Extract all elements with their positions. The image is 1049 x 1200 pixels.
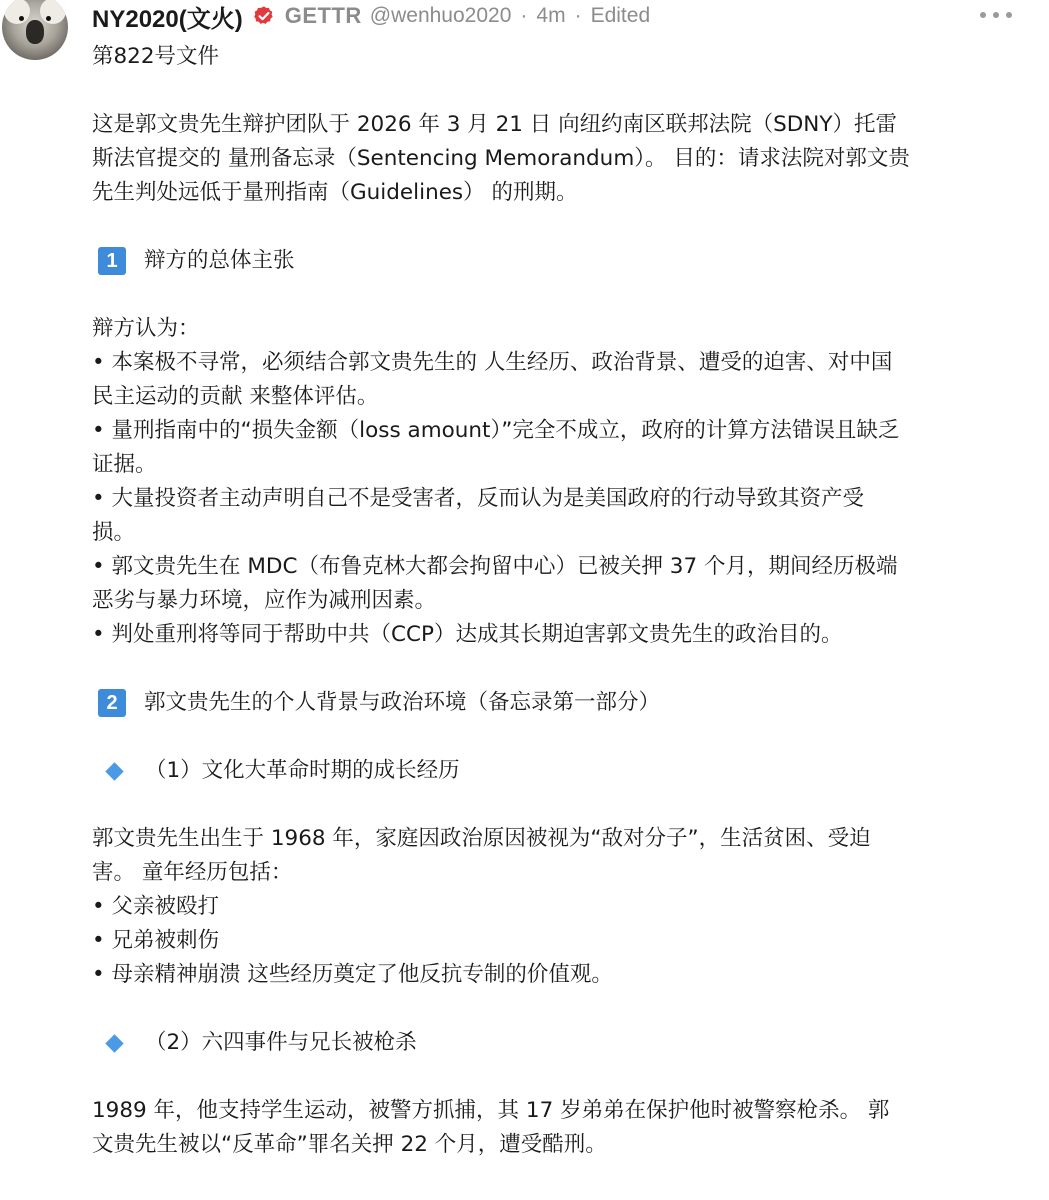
more-dot bbox=[980, 12, 986, 18]
intro-line: 这是郭文贵先生辩护团队于 2026 年 3 月 21 日 向纽约南区联邦法院（SDNY）托雷 bbox=[92, 112, 898, 137]
blue-diamond-icon bbox=[105, 762, 123, 780]
paragraph-gap bbox=[92, 788, 992, 822]
user-handle[interactable]: @wenhuo2020 bbox=[369, 4, 512, 27]
background-line: 郭文贵先生出生于 1968 年，家庭因政治原因被视为“敌对分子”，生活贫困、受迫 bbox=[92, 826, 871, 851]
defense-point-line: 损。 bbox=[92, 520, 136, 545]
intro-line: 斯法官提交的 量刑备忘录（Sentencing Memorandum）。 目的：请求法院对郭文贵 bbox=[92, 146, 910, 171]
paragraph-gap bbox=[92, 652, 992, 686]
koala-eye-right bbox=[46, 16, 51, 21]
background-line: • 母亲精神崩溃 这些经历奠定了他反抗专制的价值观。 bbox=[92, 962, 613, 987]
subsection-heading bbox=[92, 754, 992, 788]
defense-point-line: • 判处重刑将等同于帮助中共（CCP）达成其长期迫害郭文贵先生的政治目的。 bbox=[92, 622, 843, 647]
paragraph-gap bbox=[92, 1060, 992, 1094]
paragraph-gap bbox=[92, 278, 992, 312]
post-time[interactable]: 4m bbox=[536, 4, 566, 27]
section-heading bbox=[92, 244, 992, 278]
background-line: • 兄弟被刺伤 bbox=[92, 928, 220, 953]
koala-ear-left bbox=[4, 0, 30, 24]
separator-dot: · bbox=[520, 4, 528, 27]
platform-label: GETTR bbox=[284, 3, 362, 28]
koala-eye-left bbox=[19, 16, 24, 21]
number-one-icon: 1 bbox=[98, 247, 126, 275]
section-heading-text: 郭文贵先生的个人背景与政治环境（备忘录第一部分） bbox=[144, 690, 661, 715]
koala-nose bbox=[26, 20, 44, 44]
intro-line: 先生判处远低于量刑指南（Guidelines） 的刑期。 bbox=[92, 180, 578, 205]
paragraph-gap bbox=[92, 210, 992, 244]
subsection-heading-text: （2）六四事件与兄长被枪杀 bbox=[145, 1030, 417, 1055]
more-options-icon[interactable] bbox=[980, 2, 1012, 28]
display-name[interactable]: NY2020(文火) bbox=[92, 5, 243, 33]
avatar[interactable] bbox=[2, 0, 68, 60]
tiananmen-line: 文贵先生被以“反革命”罪名关押 22 个月，遭受酷刑。 bbox=[92, 1132, 607, 1157]
koala-ear-right bbox=[40, 0, 66, 24]
subsection-heading-text: （1）文化大革命时期的成长经历 bbox=[145, 758, 460, 783]
section-heading-text: 辩方的总体主张 bbox=[144, 248, 295, 273]
defense-point-line: • 本案极不寻常，必须结合郭文贵先生的 人生经历、政治背景、遭受的迫害、对中国 bbox=[92, 350, 893, 375]
verified-badge-icon bbox=[253, 5, 275, 27]
post-body bbox=[92, 40, 992, 1162]
defense-point-line: 恶劣与暴力环境，应作为减刑因素。 bbox=[92, 588, 437, 613]
tiananmen-line: 1989 年，他支持学生运动，被警方抓捕，其 17 岁弟弟在保护他时被警察枪杀。 郭 bbox=[92, 1098, 890, 1123]
paragraph-gap bbox=[92, 74, 992, 108]
post-title: 第822号文件 bbox=[92, 44, 220, 69]
section-heading bbox=[92, 686, 992, 720]
subsection-heading bbox=[92, 1026, 992, 1060]
defense-point-line: • 量刑指南中的“损失金额（loss amount）”完全不成立，政府的计算方法错误且缺乏 bbox=[92, 418, 900, 443]
background-line: • 父亲被殴打 bbox=[92, 894, 220, 919]
paragraph-gap bbox=[92, 992, 992, 1026]
blue-diamond-icon bbox=[105, 1034, 123, 1052]
more-dot bbox=[1006, 12, 1012, 18]
defense-intro: 辩方认为： bbox=[92, 316, 200, 341]
separator-dot: · bbox=[574, 4, 582, 27]
paragraph-gap bbox=[92, 720, 992, 754]
number-two-icon: 2 bbox=[98, 689, 126, 717]
post-header bbox=[92, 0, 650, 32]
background-line: 害。 童年经历包括： bbox=[92, 860, 293, 885]
defense-point-line: • 大量投资者主动声明自己不是受害者，反而认为是美国政府的行动导致其资产受 bbox=[92, 486, 865, 511]
edited-label: Edited bbox=[590, 4, 651, 27]
defense-point-line: • 郭文贵先生在 MDC（布鲁克林大都会拘留中心）已被关押 37 个月，期间经历极端 bbox=[92, 554, 898, 579]
more-dot bbox=[993, 12, 999, 18]
defense-point-line: 民主运动的贡献 来整体评估。 bbox=[92, 384, 379, 409]
defense-point-line: 证据。 bbox=[92, 452, 157, 477]
